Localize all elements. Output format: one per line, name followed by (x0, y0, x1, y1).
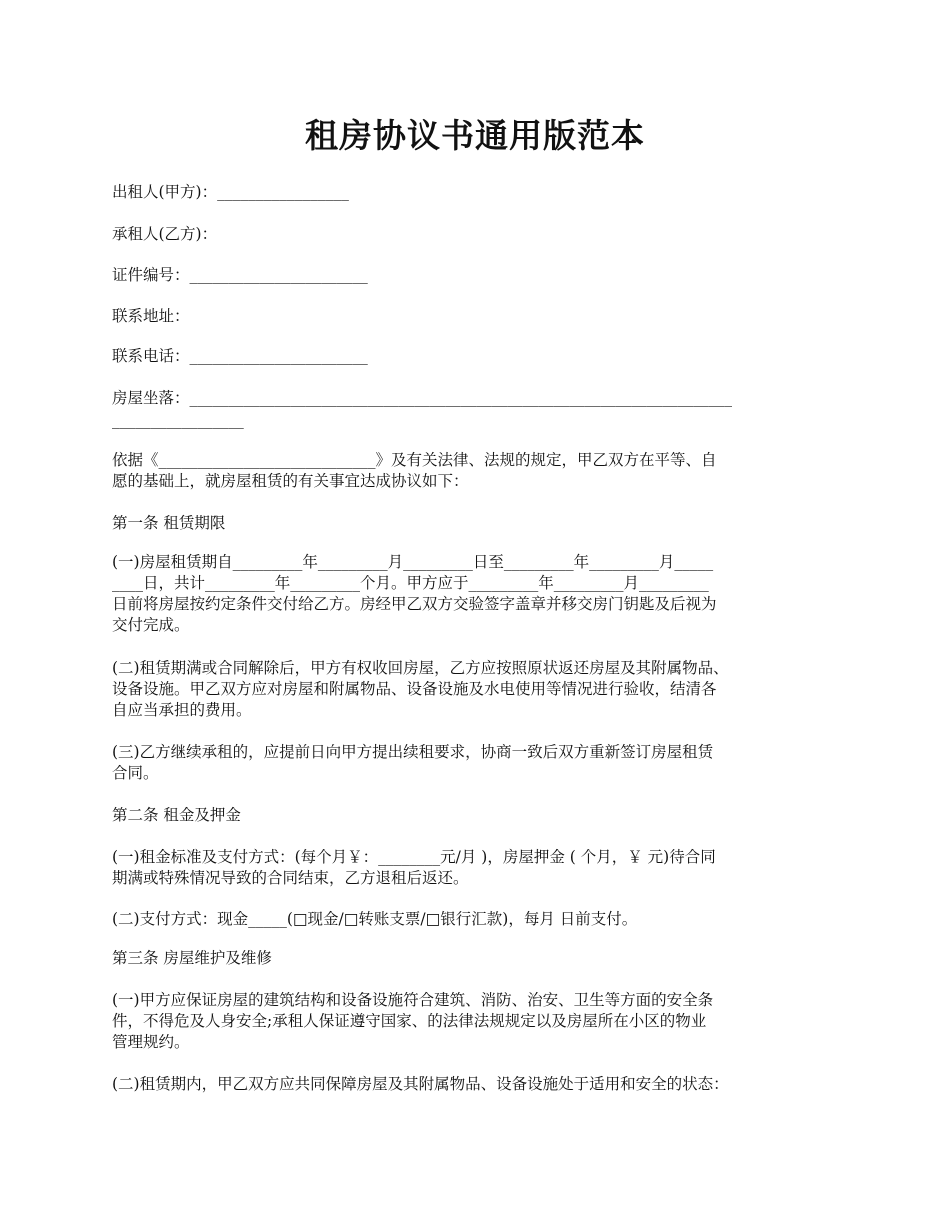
property-location-field: 房屋坐落：______________________________________________________________________ (112, 389, 733, 407)
article2-clause1 (112, 847, 838, 889)
text-line: (一)房屋租赁期自_________年_________月_________日至_________年_________月_____ (112, 553, 714, 571)
text-line: (二)租赁期满或合同解除后，甲方有权收回房屋，乙方应按照原状返还房屋及其附属物品、 (112, 659, 729, 677)
lessee-field: 承租人(乙方)： (112, 225, 218, 243)
article3-clause2 (112, 1074, 838, 1095)
property-location-continued: _________________ (112, 411, 244, 429)
text-line: 期满或特殊情况导致的合同结束，乙方退租后返还。 (112, 869, 469, 887)
text-line: (二)租赁期内，甲乙双方应共同保障房屋及其附属物品、设备设施处于适用和安全的状态： (112, 1075, 729, 1093)
document-title: 租房协议书通用版范本 (305, 116, 645, 155)
text-line: 件，不得危及人身安全;承租人保证遵守国家、的法律法规规定以及房屋所在小区的物业 (112, 1012, 707, 1030)
text-line: 依据《____________________________》及有关法律、法规的规定，甲乙双方在平等、自 (112, 451, 717, 469)
text-line: 交付完成。 (112, 616, 190, 634)
id-number-field: 证件编号：_______________________ (112, 266, 368, 284)
text-line: (二)支付方式：现金_____(□现金/□转账支票/□银行汇款)，每月 日前支付。 (112, 910, 638, 928)
text-line: 合同。 (112, 764, 159, 782)
text-line: 愿的基础上，就房屋租赁的有关事宜达成协议如下： (112, 472, 469, 490)
lessor-field: 出租人(甲方)：_________________ (112, 183, 349, 201)
article3-clause1 (112, 990, 838, 1053)
text-line: 日前将房屋按约定条件交付给乙方。房经甲乙双方交验签字盖章并移交房门钥匙及后视为 (112, 595, 717, 613)
article1-clause3 (112, 742, 838, 784)
address-field: 联系地址： (112, 307, 190, 325)
article3-heading: 第三条 房屋维护及维修 (112, 949, 272, 967)
article1-clause1 (112, 552, 838, 636)
text-line: ____日，共计_________年_________个月。甲方应于_________年_________月_________ (112, 574, 709, 592)
article1-clause2 (112, 658, 838, 721)
text-line: 设备设施。甲乙双方应对房屋和附属物品、设备设施及水电使用等情况进行验收，结清各 (112, 680, 717, 698)
text-line: (一)甲方应保证房屋的建筑结构和设备设施符合建筑、消防、治安、卫生等方面的安全条 (112, 991, 714, 1009)
phone-field: 联系电话：_______________________ (112, 347, 368, 365)
article2-heading: 第二条 租金及押金 (112, 806, 241, 824)
text-line: 管理规约。 (112, 1033, 190, 1051)
text-line: 自应当承担的费用。 (112, 701, 252, 719)
text-line: (三)乙方继续承租的，应提前日向甲方提出续租要求，协商一致后双方重新签订房屋租赁 (112, 743, 714, 761)
text-line: (一)租金标准及支付方式：(每个月￥：________元/月 )，房屋押金 ( 个月，￥ 元)待合同 (112, 848, 716, 866)
article2-clause2 (112, 909, 838, 930)
intro-paragraph (112, 450, 838, 492)
article1-heading: 第一条 租赁期限 (112, 514, 226, 532)
